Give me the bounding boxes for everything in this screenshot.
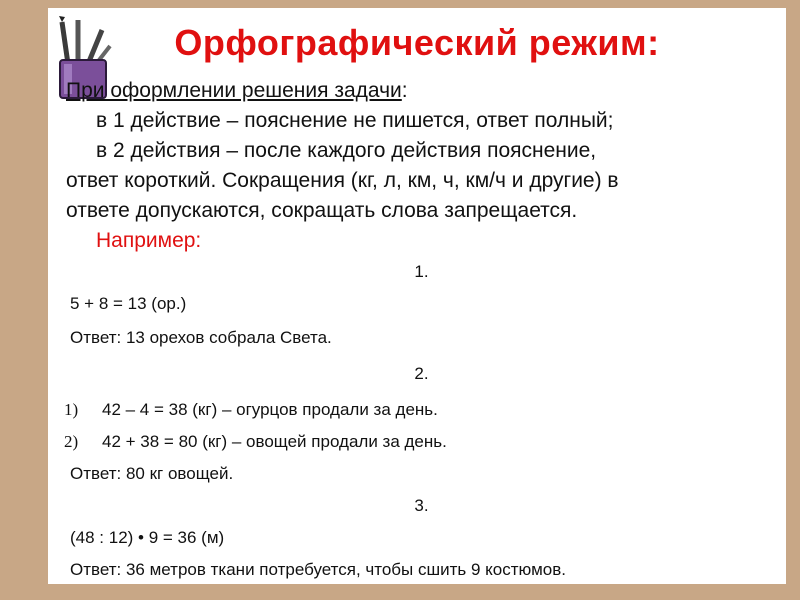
rule-one-action: в 1 действие – пояснение не пишется, ответ полный; — [96, 109, 614, 132]
example-2-step-2-marker: 2) — [64, 432, 79, 451]
rules-heading: При оформлении решения задачи — [66, 79, 402, 102]
rule-two-actions-end: ответе допускаются, сокращать слова запрещается. — [66, 199, 578, 222]
example-3-calc: (48 : 12) • 9 = 36 (м) — [70, 528, 225, 547]
example-1-calc: 5 + 8 = 13 (ор.) — [70, 294, 187, 313]
example-2-step-2: 42 + 38 = 80 (кг) – овощей продали за день. — [102, 432, 447, 451]
example-2-step-1-marker: 1) — [64, 400, 79, 419]
example-3-answer: Ответ: 36 метров ткани потребуется, чтобы сшить 9 костюмов. — [70, 560, 566, 579]
rules-heading-colon: : — [401, 79, 408, 102]
slide-title: Орфографический режим: — [174, 22, 660, 63]
example-3-number: 3. — [414, 496, 429, 515]
example-2-answer: Ответ: 80 кг овощей. — [70, 464, 234, 483]
example-2-number: 2. — [414, 364, 429, 383]
rule-two-actions: в 2 действия – после каждого действия пояснение, — [96, 139, 597, 162]
example-1-number: 1. — [414, 262, 429, 281]
example-2-step-1: 42 – 4 = 38 (кг) – огурцов продали за день. — [102, 400, 438, 419]
example-1-answer: Ответ: 13 орехов собрала Света. — [70, 328, 332, 347]
rules-text — [66, 76, 778, 256]
slide — [48, 8, 786, 584]
example-label: Например: — [96, 229, 202, 252]
rule-two-actions-cont: ответ короткий. Сокращения (кг, л, км, ч, км/ч и другие) в — [66, 169, 619, 192]
